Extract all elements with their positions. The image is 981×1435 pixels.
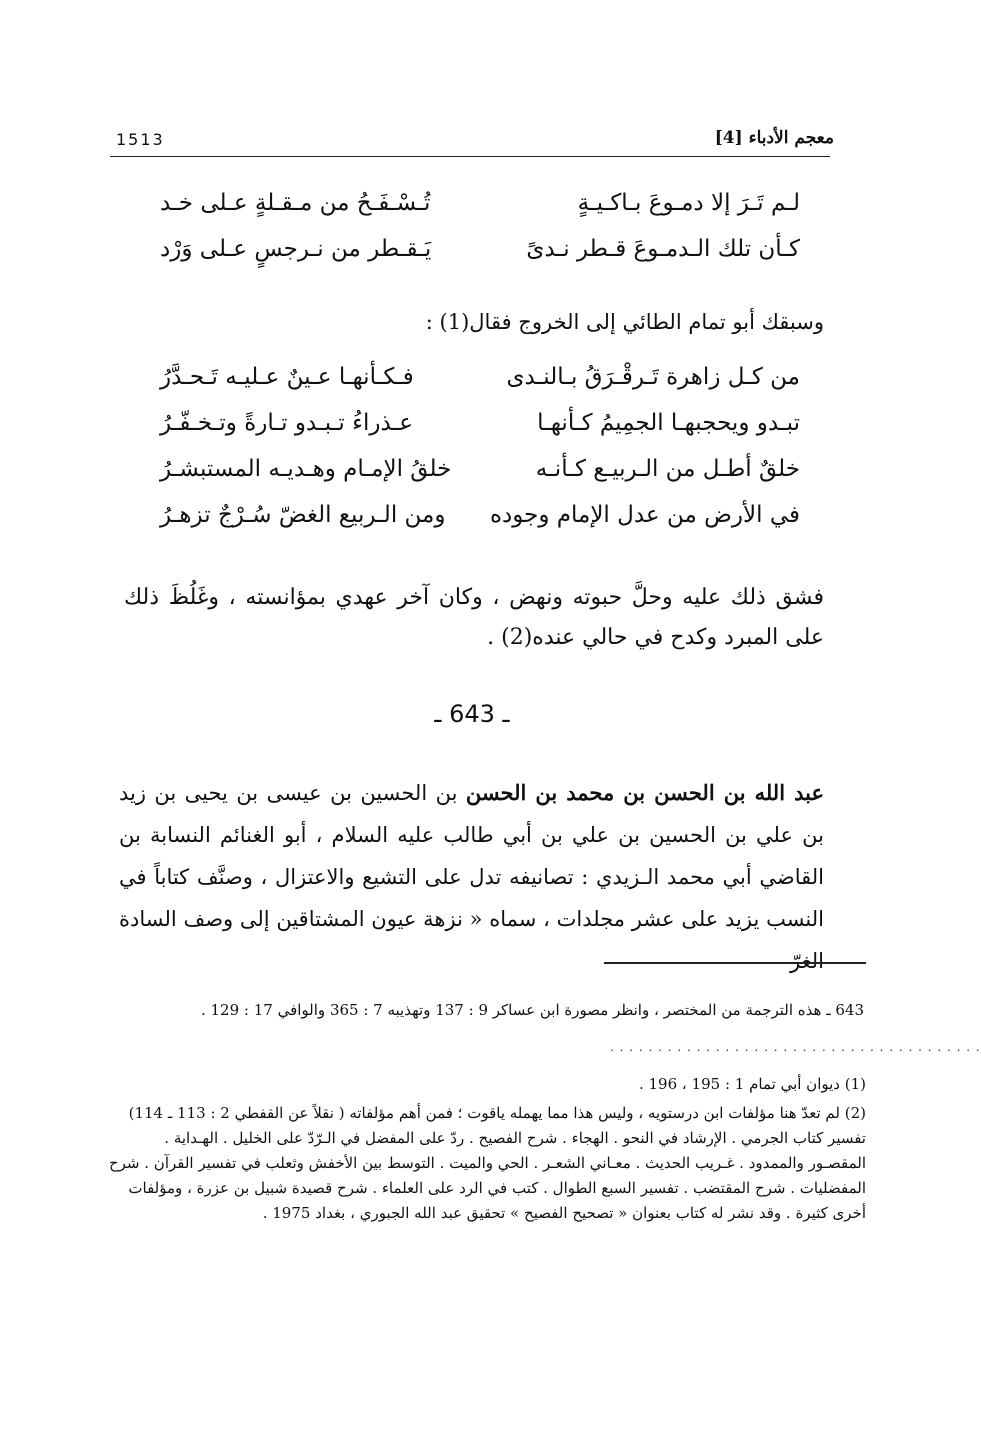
verse (160, 364, 800, 410)
verse (160, 236, 800, 282)
second-hemistich: عـذراءُ تـبـدو تـارةً وتـخـفّـرُ (160, 410, 413, 436)
book-title: معجم الأدباء [4] (714, 128, 834, 148)
first-hemistich: من كـل زاهرة تَـرقْـرَقُ بـالنـدى (506, 364, 800, 390)
second-hemistich: يَـقـطر من نـرجسٍ عـلى وَرْد (160, 236, 432, 262)
footnotes (106, 1072, 866, 1230)
first-hemistich: تبـدو ويحجبهـا الجمِيمُ كـأنهـا (537, 410, 800, 436)
entry-text: بن الحسين بن عيسى بن يحيى بن زيد بن علي بن الحسين بن علي بن أبي طالب عليه السلام ، أبو الغنائم النسابة بن القاضي أبي محمد الـزيدي : تصانيفه تدل على التشيع والاعتزال ، وصنَّف كتاباً في النسب يزيد على عشر مجلدات ، سماه « نزهة عيون المشتاقين إلى وصف السادة الغرّ (119, 781, 824, 973)
verse (160, 190, 800, 236)
verse (160, 456, 800, 502)
second-hemistich: خلقُ الإمـام وهـديـه المستبشـرُ (160, 456, 452, 482)
poem-block-1 (160, 190, 800, 282)
first-hemistich: لـم تَـرَ إلا دمـوعَ بـاكـيـةٍ (577, 190, 800, 216)
verse (160, 410, 800, 456)
poem-block-2 (160, 364, 800, 548)
narrative-paragraph: فشق ذلك عليه وحلَّ حبوته ونهض ، وكان آخر عهدي بمؤانسته ، وغَلُظَ ذلك على المبرد وكدح في حالي عنده(2) . (124, 585, 824, 650)
footnote-rule (604, 962, 866, 964)
entry-footnote: 643 ـ هذه الترجمة من المختصر ، وانظر مصورة ابن عساكر 9 : 137 وتهذيبه 7 : 365 والوافي 17 : 129 . (200, 1001, 864, 1019)
footnote-2: (2) لم تعدّ هنا مؤلفات ابن درستويه ، وليس هذا مما يهمله ياقوت ؛ فمن أهم مؤلفاته ( نقلاً عن القفطي 2 : 113 ـ 114) تفسير كتاب الجرمي . الإرشاد في النحو . الهجاء . شرح الفصيح . ردّ على المفضل في الـرّدّ على الخليل . الهـداية . المقصـور والممدود . غـريب الحديث . معـاني الشعـر . الحي والميت . التوسط بين الأخفش وثعلب في تفسير القرآن . شرح المفضليات . شرح المقتضب . تفسير السبع الطوال . كتب في الرد على العلماء . شرح قصيدة شبيل بن عزرة ، ومؤلفات أخرى كثيرة . وقد نشر له كتاب بعنوان « تصحيح الفصيح » تحقيق عبد الله الجبوري ، بغداد 1975 . (108, 1104, 866, 1222)
intro-line: وسبقك أبو تمام الطائي إلى الخروج فقال(1) : (425, 310, 824, 334)
first-hemistich: في الأرض من عدل الإمام وجوده (489, 502, 800, 528)
page-number: 1513 (116, 130, 165, 149)
dotted-separator: . . . . . . . . . . . . . . . . . . . . . . . . . . . . . . . . . . . . . . . (610, 1040, 981, 1054)
entry-paragraph (119, 772, 824, 982)
running-header (110, 128, 834, 157)
footnote-1: (1) ديوان أبي تمام 1 : 195 ، 196 . (638, 1075, 866, 1093)
entry-number: ـ 643 ـ (434, 700, 510, 728)
second-hemistich: تُـسْـفَـحُ من مـقـلةٍ عـلى خـد (160, 190, 431, 216)
first-hemistich: خلقٌ أطـل من الـربيـع كـأنـه (535, 456, 800, 482)
second-hemistich: فـكـأنهـا عـينٌ عـليـه تَـحـدَّرُ (160, 364, 414, 390)
second-hemistich: ومن الـربيع الغضّ سُـرْجٌ تزهـرُ (160, 502, 446, 528)
first-hemistich: كـأن تلك الـدمـوعَ قـطر نـدىً (526, 236, 800, 262)
verse (160, 502, 800, 548)
entry-name: عبد الله بن الحسن بن محمد بن الحسن (465, 780, 824, 805)
